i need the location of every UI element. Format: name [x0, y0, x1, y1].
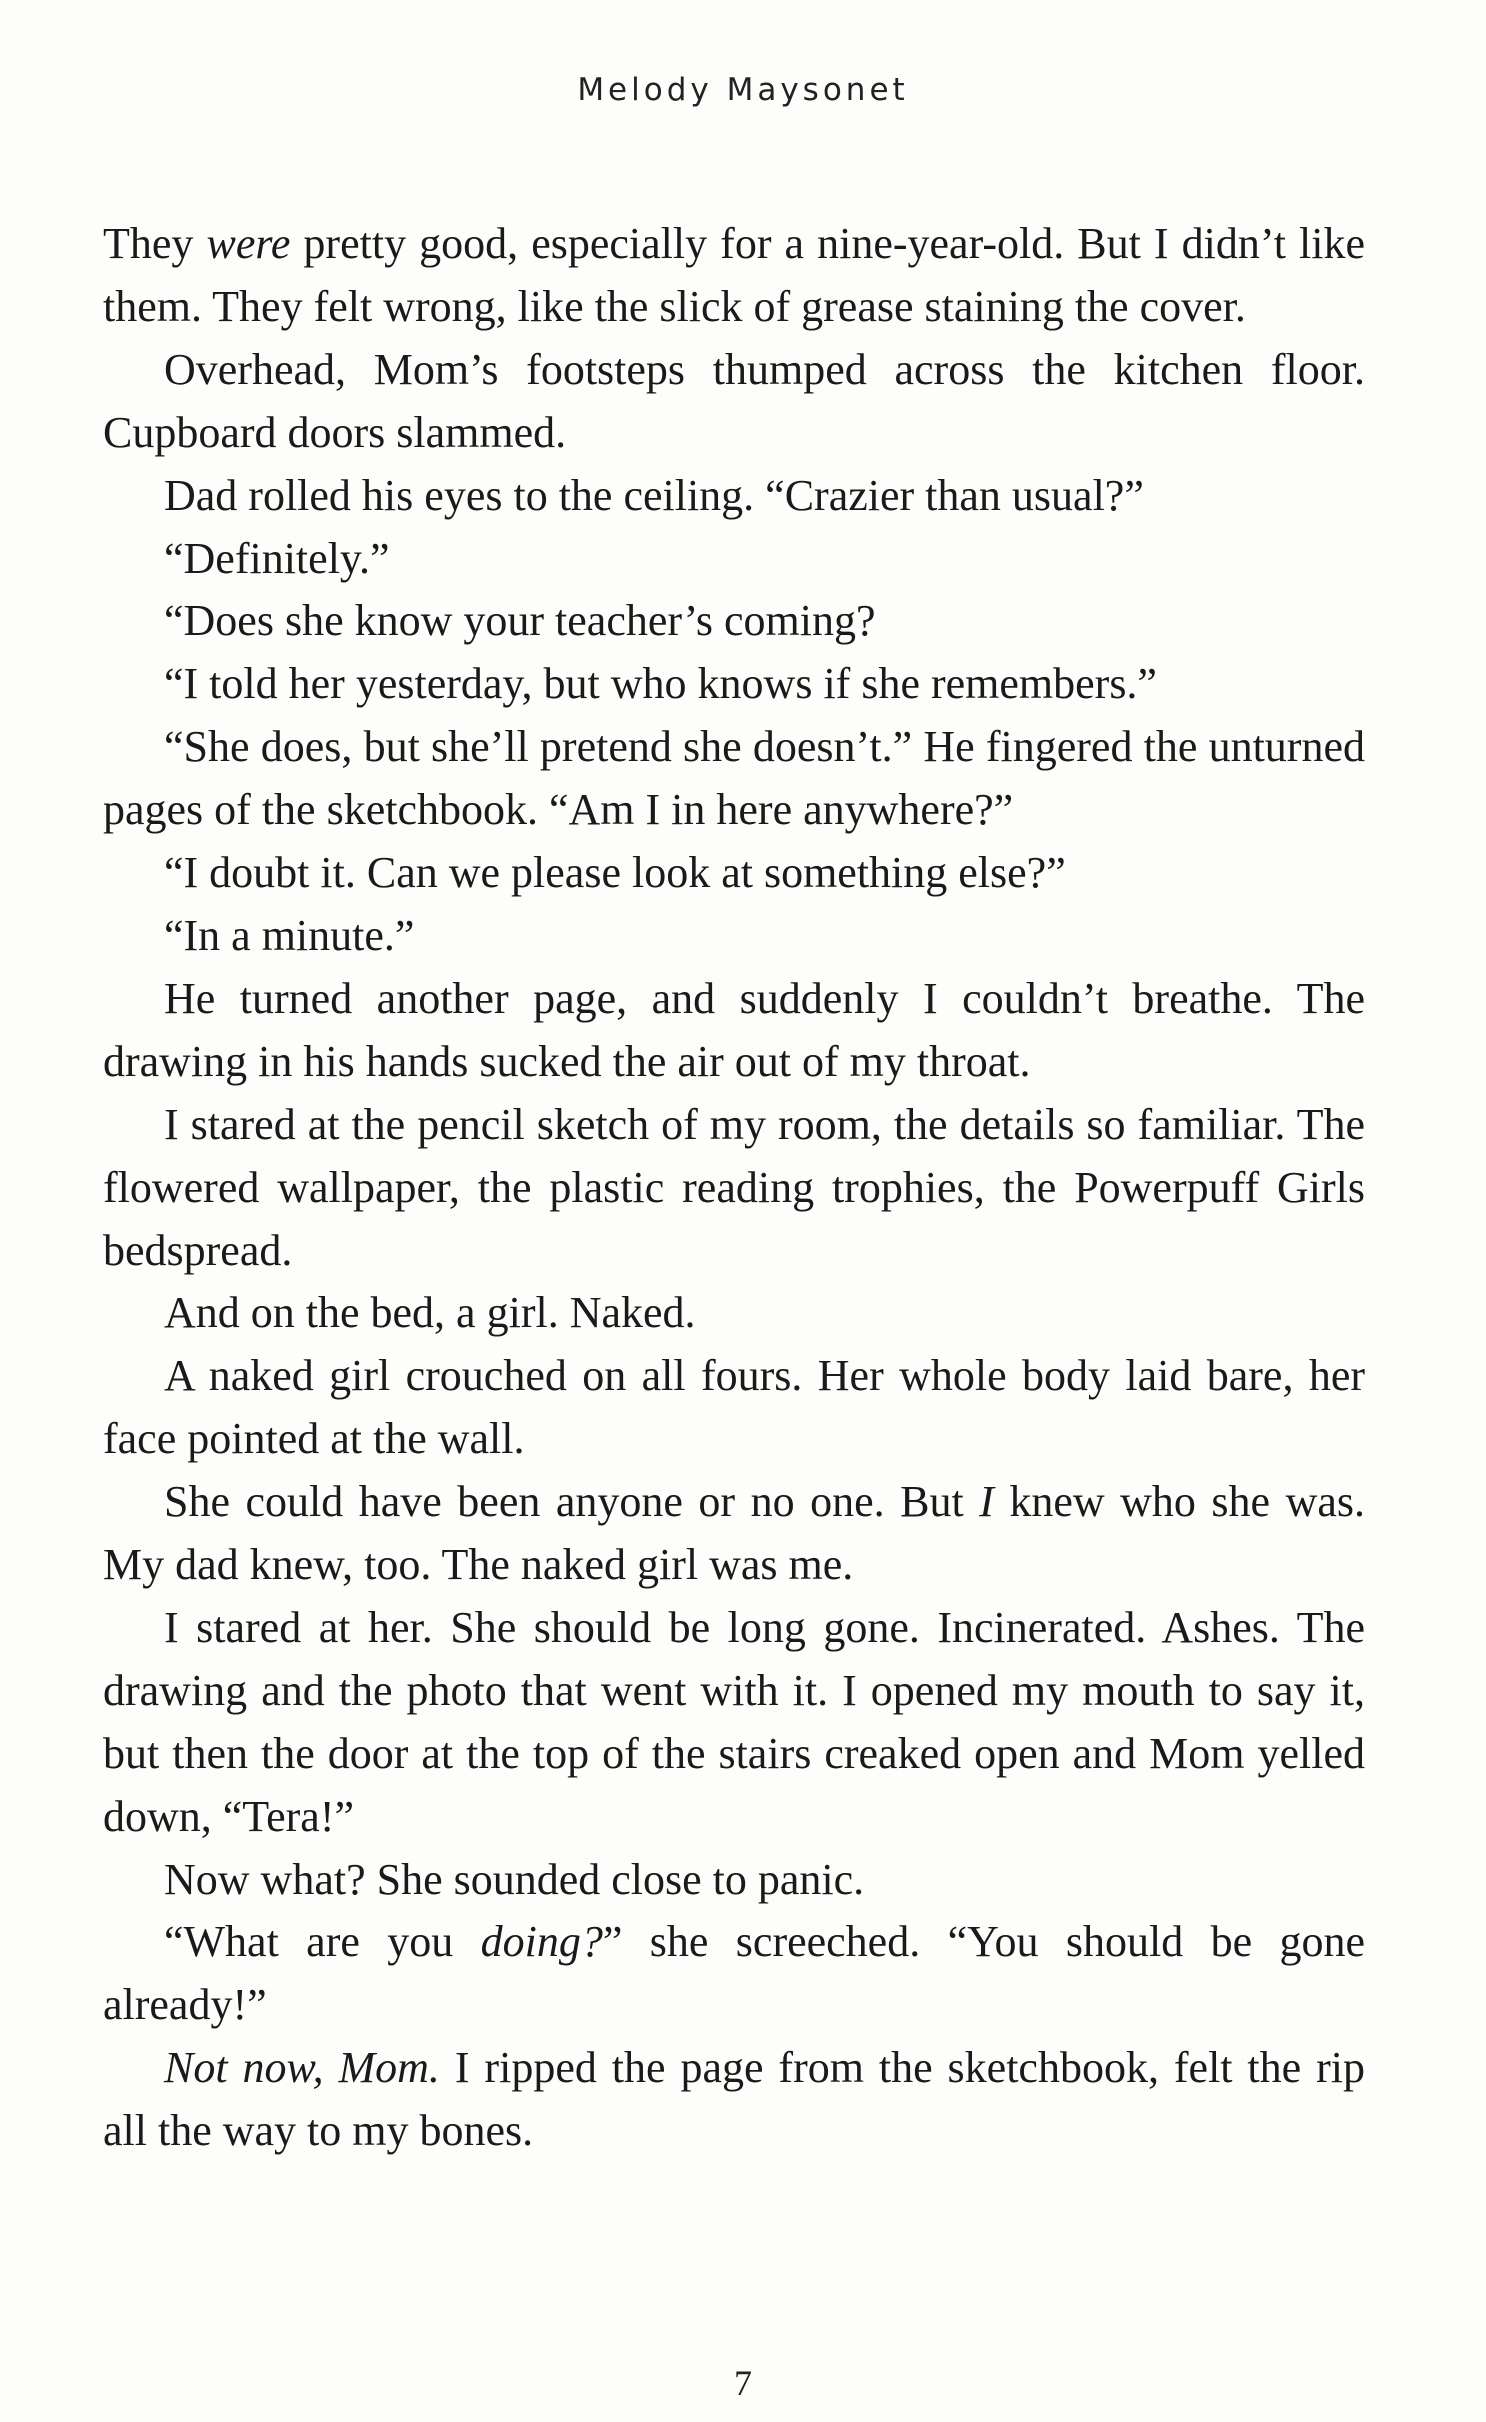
- italic-text: Not now, Mom.: [164, 2043, 440, 2093]
- paragraph: [103, 1471, 1365, 1597]
- text-run: “I doubt it. Can we please look at something else?”: [164, 848, 1066, 898]
- paragraph: [103, 1282, 1365, 1345]
- paragraph: [103, 1911, 1365, 2037]
- text-run: “Definitely.”: [164, 533, 390, 583]
- paragraph: [103, 339, 1365, 465]
- text-run: I stared at her. She should be long gone. Incinerated. Ashes. The drawing and the photo that went with it. I opened my mouth to say it, but then the door at the top of the stairs creaked open and Mom yelled down, “Tera!”: [103, 1602, 1365, 1841]
- paragraph: [103, 1345, 1365, 1471]
- paragraph: [103, 842, 1365, 905]
- text-run: “Does she know your teacher’s coming?: [164, 596, 876, 646]
- text-run: A naked girl crouched on all fours. Her whole body laid bare, her face pointed at the wall.: [103, 1351, 1365, 1464]
- paragraph: [103, 968, 1365, 1094]
- italic-text: I: [979, 1477, 994, 1527]
- text-run: “I told her yesterday, but who knows if she remembers.”: [164, 659, 1157, 709]
- body-text: [103, 213, 1365, 2163]
- running-head: Melody Maysonet: [577, 72, 909, 108]
- italic-text: doing?: [480, 1917, 603, 1967]
- paragraph: [103, 590, 1365, 653]
- paragraph: [103, 905, 1365, 968]
- text-run: I ripped the page from the sketchbook, felt the rip all the way to my bones.: [103, 2043, 1365, 2156]
- text-run: “She does, but she’ll pretend she doesn’t.” He fingered the unturned pages of the sketchbook. “Am I in here anywhere?”: [103, 722, 1365, 835]
- paragraph: [103, 465, 1365, 528]
- text-run: “What are you: [164, 1917, 481, 1967]
- paragraph: [103, 528, 1365, 591]
- text-run: “In a minute.”: [164, 910, 415, 960]
- paragraph: [103, 2037, 1365, 2163]
- text-run: knew who she was. My dad knew, too. The naked girl was me.: [103, 1477, 1365, 1590]
- text-run: I stared at the pencil sketch of my room, the details so familiar. The flowered wallpaper, the plastic reading trophies, the Powerpuff Girls bedspread.: [103, 1099, 1365, 1275]
- page-number: 7: [734, 2363, 752, 2403]
- text-run: They: [103, 219, 207, 268]
- text-run: She could have been anyone or no one. But: [164, 1477, 980, 1527]
- paragraph: [103, 1849, 1365, 1912]
- text-run: And on the bed, a girl. Naked.: [164, 1288, 696, 1338]
- paragraph: [103, 213, 1365, 339]
- paragraph: [103, 1597, 1365, 1849]
- text-run: Overhead, Mom’s footsteps thumped across the kitchen floor. Cupboard doors slammed.: [103, 344, 1365, 457]
- text-run: Dad rolled his eyes to the ceiling. “Crazier than usual?”: [164, 470, 1144, 520]
- text-run: He turned another page, and suddenly I couldn’t breathe. The drawing in his hands sucked the air out of my throat.: [103, 973, 1365, 1086]
- text-run: Now what? She sounded close to panic.: [164, 1854, 865, 1904]
- text-run: pretty good, especially for a nine-year-old. But I didn’t like them. They felt wrong, like the slick of grease staining the cover.: [103, 219, 1365, 331]
- text-run: ” she screeched. “You should be gone already!”: [103, 1917, 1365, 2030]
- paragraph: [103, 653, 1365, 716]
- italic-text: were: [206, 219, 291, 268]
- paragraph: [103, 1094, 1365, 1283]
- paragraph: [103, 716, 1365, 842]
